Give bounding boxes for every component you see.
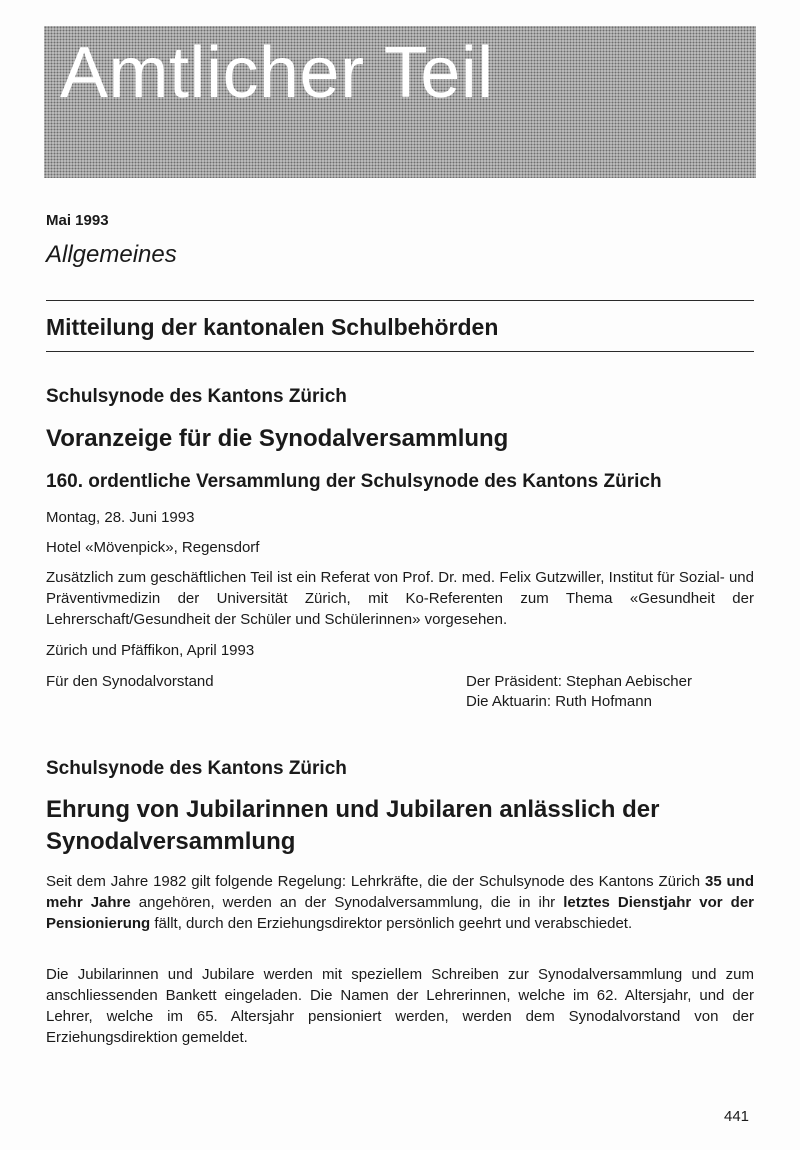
section-title: Mitteilung der kantonalen Schulbehörden <box>46 314 499 340</box>
article2-p1-text-3: fällt, durch den Erziehungsdirektor persönlich geehrt und verabschiedet. <box>150 915 633 932</box>
article1-headline: Voranzeige für die Synodalversammlung <box>46 425 509 452</box>
header-banner <box>44 26 756 178</box>
divider-top <box>46 300 754 301</box>
article1-body: Zusätzlich zum geschäftlichen Teil ist ein Referat von Prof. Dr. med. Felix Gutzwiller, Institut für Sozial- und Präventivmedizin der Universität Zürich, mit Ko-Referenten zum Thema «Gesundheit der Lehrerschaft/Gesundheit der Schüler und Schülerinnen» vorgesehen. <box>46 569 754 628</box>
article2-p1-bold-2: letztes Dienstjahr vor der Pensionierung <box>46 894 755 932</box>
issue-date: Mai 1993 <box>46 212 109 229</box>
article1-subheadline: 160. ordentliche Versammlung der Schulsynode des Kantons Zürich <box>46 471 662 492</box>
article1-signature-left: Für den Synodalvorstand <box>46 673 214 690</box>
article2-p1-text-1: Seit dem Jahre 1982 gilt folgende Regelung: Lehrkräfte, die der Schulsynode des Kantons Zürich <box>46 873 705 890</box>
page-number: 441 <box>724 1108 750 1125</box>
article2-paragraph-2: Die Jubilarinnen und Jubilare werden mit speziellem Schreiben zur Synodalversammlung und zum anschliessenden Bankett eingeladen. Die Namen der Lehrerinnen, welche im 62. Altersjahr, und der Lehrer, welche im 65. Altersjahr pensioniert werden, werden dem Synodalvorstand von der Erziehungsdirektion gemeldet. <box>46 966 754 1046</box>
article2-p1-text-2: angehören, werden an der Synodalversammlung, die in ihr <box>130 894 564 911</box>
article2-p1-bold-1: 35 und mehr Jahre <box>46 873 754 911</box>
article1-date-line: Montag, 28. Juni 1993 <box>46 509 195 526</box>
article2-paragraph-1 <box>46 871 754 934</box>
article1-organization: Schulsynode des Kantons Zürich <box>46 386 347 407</box>
article1-signature-president: Der Präsident: Stephan Aebischer <box>466 673 692 690</box>
divider-bottom <box>46 351 754 352</box>
category-heading: Allgemeines <box>46 241 177 268</box>
article2-headline: Ehrung von Jubilarinnen und Jubilaren anlässlich der Synodalversammlung <box>46 796 660 855</box>
article1-place-date: Zürich und Pfäffikon, April 1993 <box>46 642 255 659</box>
article2-organization: Schulsynode des Kantons Zürich <box>46 758 347 779</box>
article1-signature-secretary: Die Aktuarin: Ruth Hofmann <box>466 693 652 710</box>
article1-venue: Hotel «Mövenpick», Regensdorf <box>46 539 260 556</box>
banner-title: Amtlicher Teil <box>60 33 494 113</box>
